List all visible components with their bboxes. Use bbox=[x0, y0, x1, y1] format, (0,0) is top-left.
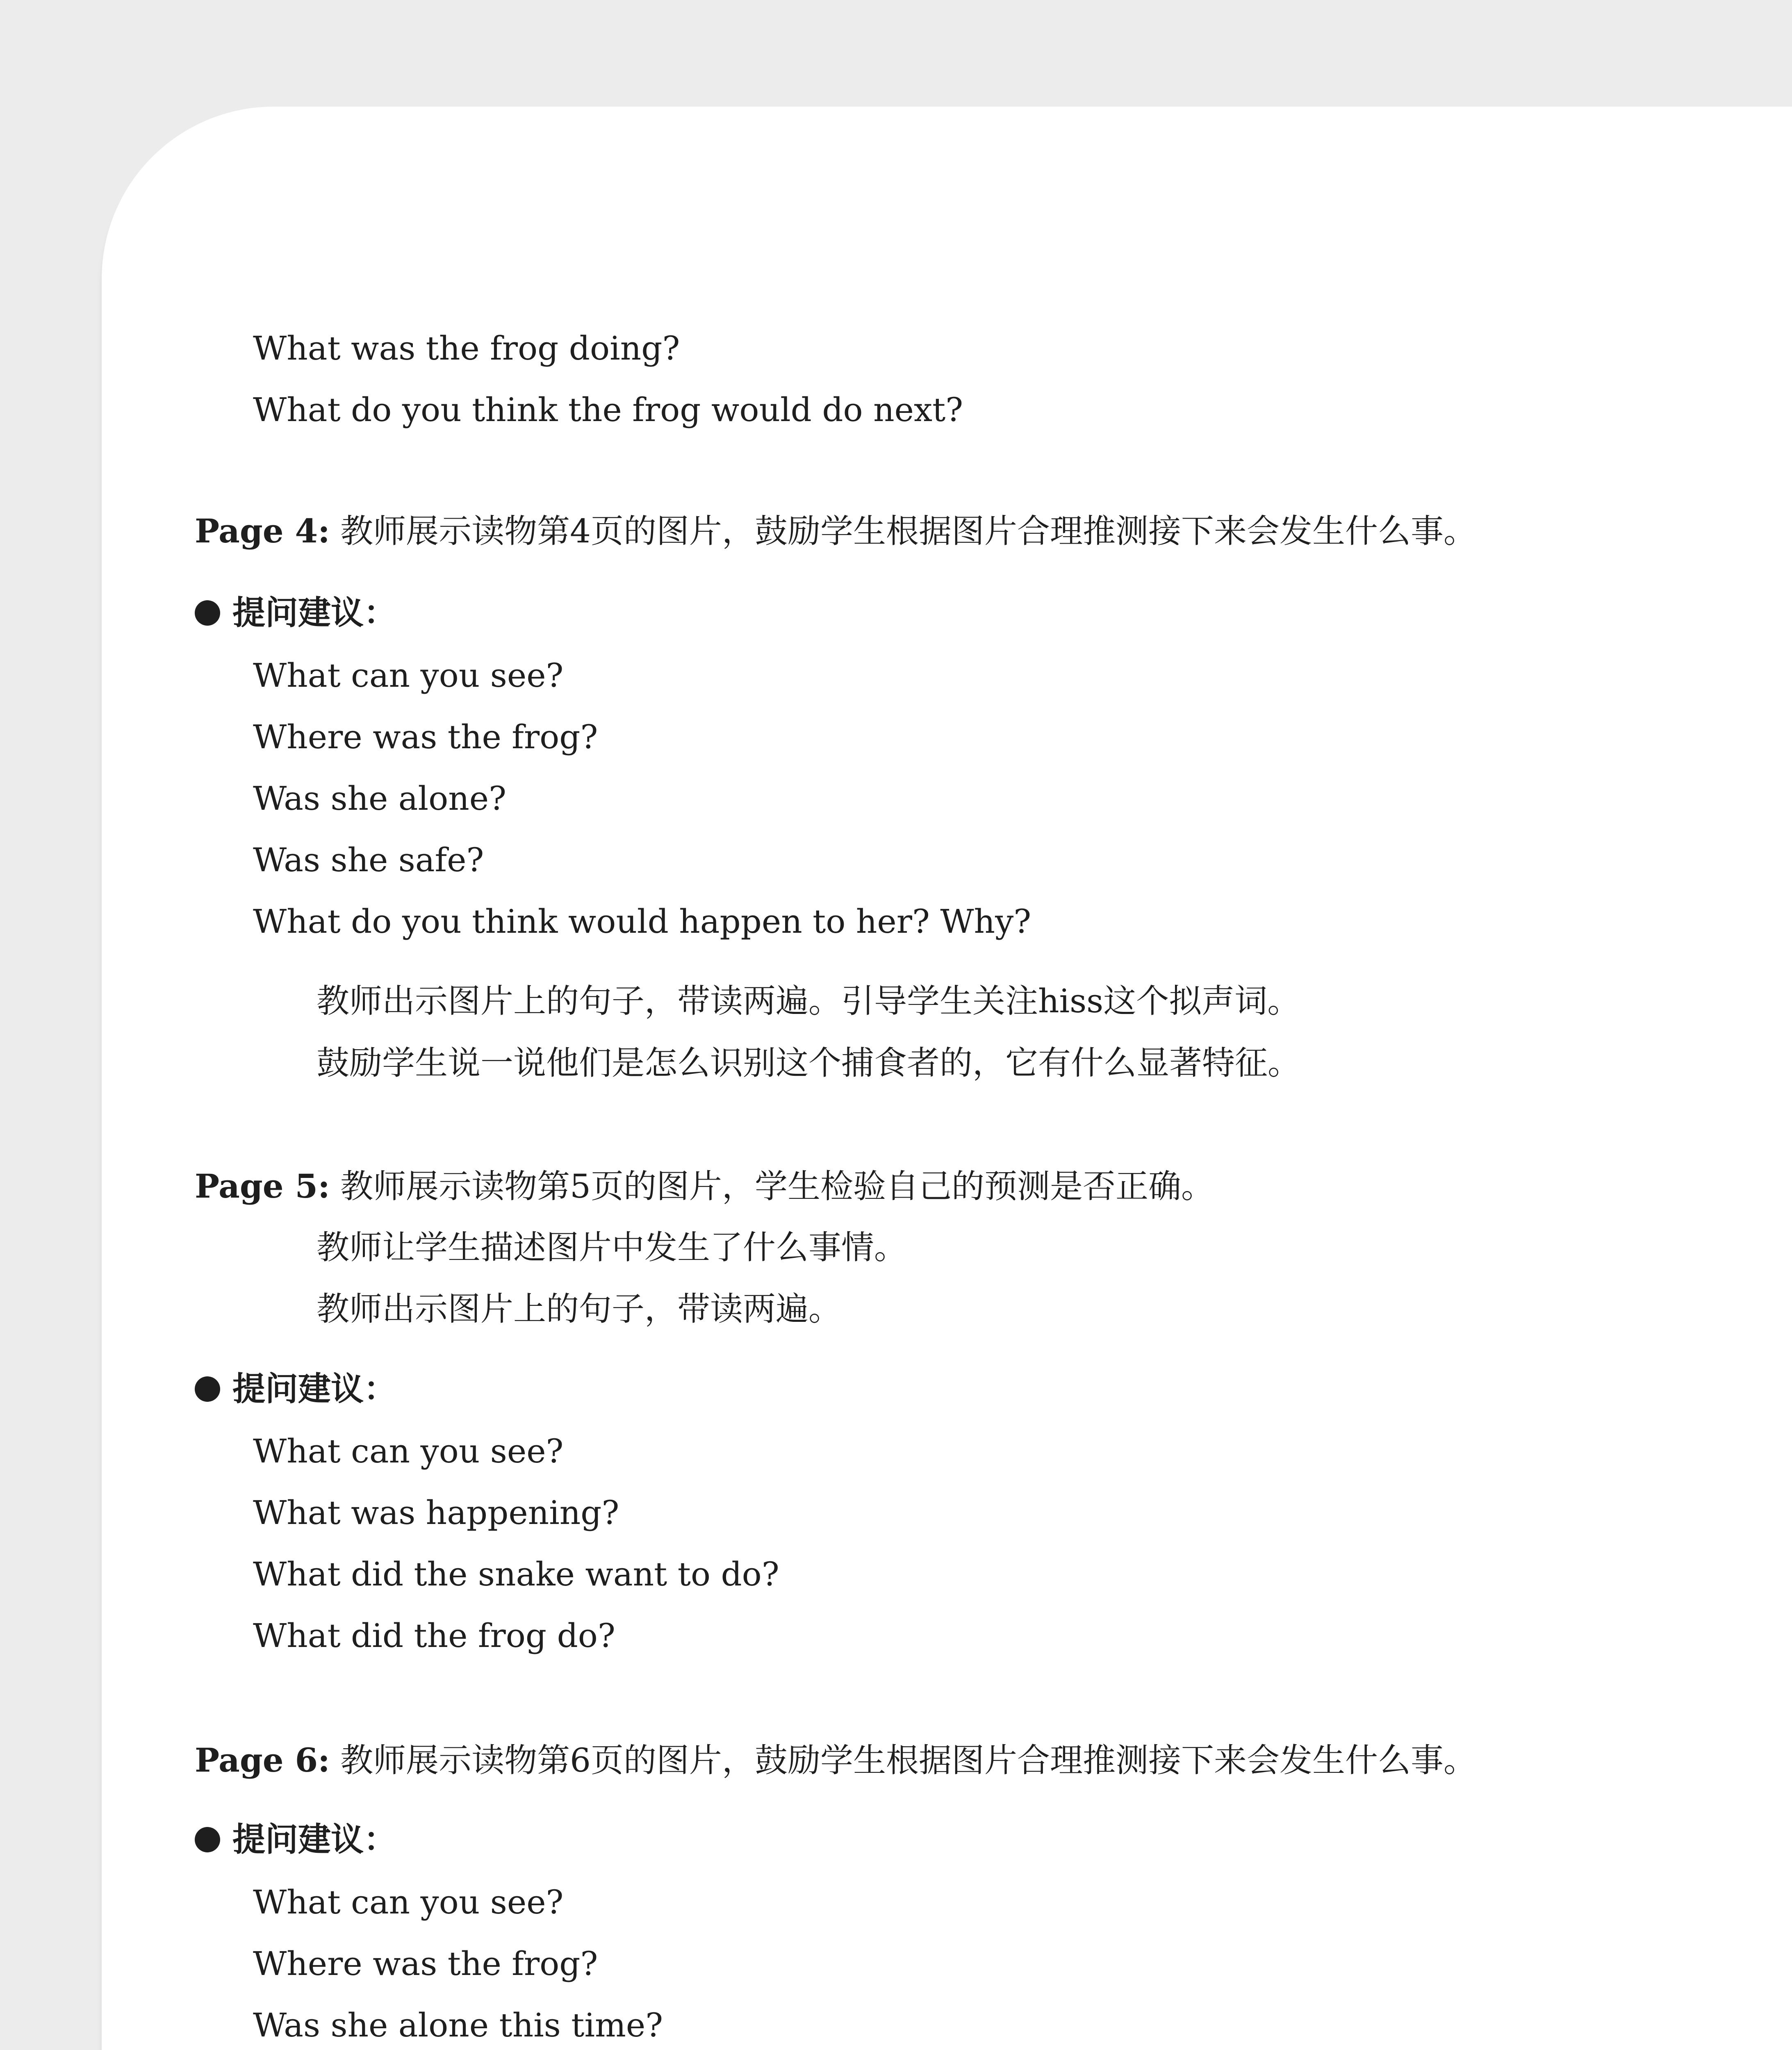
bullet-label: 提问建议： bbox=[232, 1820, 396, 1859]
page4-note: 鼓励学生说一说他们是怎么识别这个捕食者的，它有什么显著特征。 bbox=[317, 1044, 1300, 1082]
bullet-dot-icon bbox=[195, 600, 220, 626]
page4-note: 教师出示图片上的句子，带读两遍。引导学生关注hiss这个拟声词。 bbox=[317, 982, 1300, 1020]
page5-question: What can you see? bbox=[253, 1432, 564, 1470]
bullet-dot-icon bbox=[195, 1827, 220, 1852]
page5-question: What did the frog do? bbox=[253, 1617, 615, 1655]
page5-note: 教师让学生描述图片中发生了什么事情。 bbox=[317, 1228, 907, 1266]
page6-label: Page 6: bbox=[195, 1741, 330, 1779]
page6-question: Where was the frog? bbox=[253, 1945, 598, 1983]
page4-text: 教师展示读物第4页的图片，鼓励学生根据图片合理推测接下来会发生什么事。 bbox=[330, 512, 1477, 550]
page4-question: Was she safe? bbox=[253, 841, 484, 879]
intro-question: What was the frog doing? bbox=[253, 329, 680, 367]
page4-question: What do you think would happen to her? Why? bbox=[253, 902, 1031, 941]
page4-label: Page 4: bbox=[195, 512, 330, 550]
page4-question: Was she alone? bbox=[253, 779, 507, 818]
bullet-label: 提问建议： bbox=[232, 594, 396, 632]
page6-bullet bbox=[195, 1819, 396, 1860]
intro-question: What do you think the frog would do next? bbox=[253, 391, 963, 429]
page5-label: Page 5: bbox=[195, 1167, 330, 1205]
page4-bullet bbox=[195, 592, 396, 633]
page5-bullet bbox=[195, 1369, 396, 1410]
page5-note: 教师出示图片上的句子，带读两遍。 bbox=[317, 1290, 841, 1328]
bullet-label: 提问建议： bbox=[232, 1370, 396, 1408]
page4-question: Where was the frog? bbox=[253, 718, 598, 756]
page5-question: What did the snake want to do? bbox=[253, 1555, 779, 1593]
page4-heading bbox=[195, 510, 1476, 552]
page4-question: What can you see? bbox=[253, 656, 564, 695]
page5-text: 教师展示读物第5页的图片，学生检验自己的预测是否正确。 bbox=[330, 1167, 1214, 1205]
bullet-dot-icon bbox=[195, 1376, 220, 1402]
page6-heading bbox=[195, 1740, 1476, 1781]
page6-question: Was she alone this time? bbox=[253, 2006, 663, 2044]
page5-heading bbox=[195, 1166, 1214, 1207]
page6-question: What can you see? bbox=[253, 1883, 564, 1921]
page6-text: 教师展示读物第6页的图片，鼓励学生根据图片合理推测接下来会发生什么事。 bbox=[330, 1741, 1477, 1779]
page5-question: What was happening? bbox=[253, 1494, 619, 1532]
